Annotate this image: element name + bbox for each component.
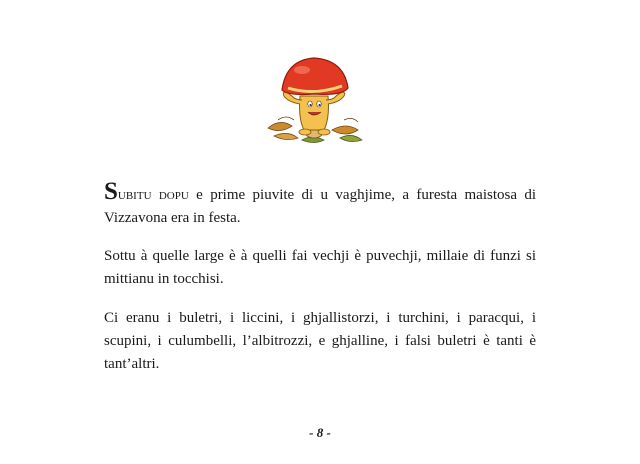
paragraph-3 (104, 307, 536, 376)
paragraph-1-text: e prime piuvite di u vaghjime, a furesta maistosa di Vizzavona era in festa. (104, 187, 537, 226)
small-caps-opening: ubitu dopu (117, 187, 189, 203)
paragraph-2 (104, 245, 536, 291)
paragraph-3-text: Ci eranu i buletri, i liccini, i ghjallistorzi, i turchini, i paracqui, i scupini, i culumbelli, l’albitrozzi, e ghjalline, i falsi buletri è tanti è tant’altri. (104, 310, 536, 372)
cartoon-mushroom-character-icon (258, 50, 370, 146)
paragraph-1 (104, 178, 537, 230)
drop-cap: S (104, 178, 118, 205)
page-number: - 8 - (309, 425, 331, 440)
paragraph-2-text: Sottu à quelle large è à quelli fai vechji è puvechji, millaie di funzi si mittianu in tocchisi. (104, 248, 536, 287)
